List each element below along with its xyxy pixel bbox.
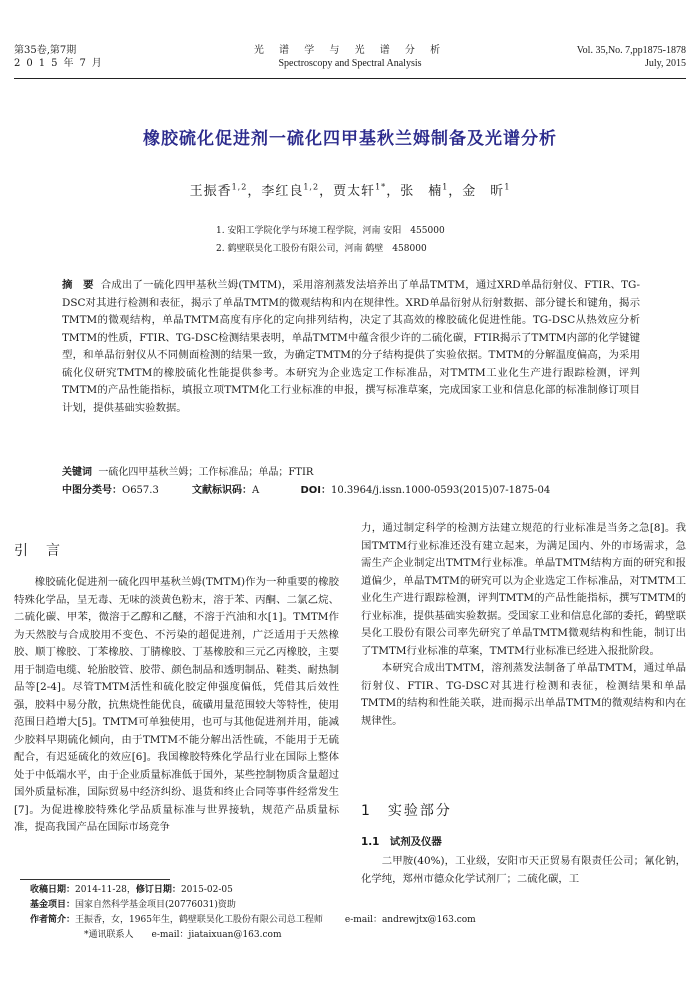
journal-volume-en <box>577 44 686 70</box>
fund-label: 基金项目： <box>30 900 76 910</box>
journal-name-en: Spectroscopy and Spectral Analysis <box>278 58 422 69</box>
intro-heading: 引 言 <box>14 543 62 559</box>
received-date: 2014-11-28， <box>75 885 136 895</box>
intro-paragraph-2: 本研究合成出TMTM，溶剂蒸发法制备了单晶TMTM，通过单晶衍射仪、FTIR、TG-DSC对其进行检测和表征，检测结果和单晶TMTM的结构和性能关联，进而揭示出单晶TMTM的微观结构和内在规律性。 <box>361 662 686 727</box>
doi-value: 10.3964/j.issn.1000-0593(2015)07-1875-04 <box>330 485 551 496</box>
keywords <box>62 464 640 481</box>
author-list: 王振香$^{1,2}$，李红良$^{1,2}$，贾太轩$^{1*}$，张 楠$^1$，金 昕$^1$ <box>189 182 511 199</box>
date-en: July, 2015 <box>644 58 686 69</box>
revised-date: 2015-02-05 <box>180 885 233 895</box>
keywords-label: 关键词 <box>62 467 92 478</box>
materials-paragraph: 二甲胺(40%)，工业级，安阳市天正贸易有限责任公司；氰化钠，化学纯，郑州市德众化学试剂厂；二硫化碳，工 <box>361 855 686 885</box>
bio-label: 作者简介： <box>30 915 76 925</box>
paper-title: 橡胶硫化促进剂一硫化四甲基秋兰姆制备及光谱分析 <box>143 129 557 149</box>
volume-issue-line: 第35卷,第7期 <box>14 45 77 56</box>
date-line: 2015年7月 <box>14 58 108 69</box>
footnote-rule <box>20 879 170 880</box>
journal-name-cn: 光 谱 学 与 光 谱 分 析 <box>253 45 447 56</box>
bio-text: 王振香，女，1965年生，鹤壁联昊化工股份有限公司总工程师 <box>75 915 323 925</box>
footnote-dates <box>30 883 670 898</box>
intro-column-right <box>361 520 686 730</box>
revised-label: 修订日期： <box>135 885 181 895</box>
bio-email: e-mail：andrewjtx@163.com <box>344 915 476 925</box>
abstract-text: 合成出了一硫化四甲基秋兰姆(TMTM)，采用溶剂蒸发法培养出了单晶TMTM，通过XRD单晶衍射仪、FTIR、TG-DSC对其进行检测和表征，揭示了单晶TMTM的微观结构和内在规律性。XRD单晶衍射从衍射数据、部分键长和键角，揭示TMTM的微观结构，单晶TMTM高度有序化的定向排列结构，决定了其高效的橡胶硫化促进性能。TG-DSC从热效应分析TMTM的性质，FTIR、TG-DSC检测结果表明，单晶TMTM中蕴含很少许的二硫化碳，FTIR揭示了TMTM内部的化学键键型，和单晶衍射仪从不同侧面检测的结果一致，为确定TMTM的分子结构提供了实验依据。TMTM的分解温度偏高，为采用硫化仪研究TMTM的橡胶硫化性能提供参考。本研究为企业选定工作标准品，对TMTM工业化生产进行跟踪检测，评判TMTM的产品性能指标，填报立项TMTM化工行业标准的申报，撰写标准草案，完成国家工业和信息化部的标准制修订项目计划，提供基础实验数据。 <box>62 279 641 414</box>
doc-code-label: 文献标识码： <box>192 485 253 496</box>
doc-code-value: A <box>252 485 260 496</box>
intro-paragraph-1: 橡胶硫化促进剂一硫化四甲基秋兰姆(TMTM)作为一种重要的橡胶特殊化学品，呈无毒、无味的淡黄色粉末，溶于苯、丙酮、二氯乙烷、二硫化碳、甲苯，微溶于乙醇和乙醚，不溶于汽油和水[1]。TMTM作为天然胶与合成胶用不变色、不污染的超促进剂，广泛适用于天然橡胶、顺丁橡胶、丁苯橡胶、丁腈橡胶、丁基橡胶和三元乙丙橡胶，主要用于制造电缆、轮胎胶管、胶带、颜色制品和透明制品、鞋类、耐热制品等[2-4]。尽管TMTM活性和硫化胶定伸强度偏低，凭借其后效性强，胶料中易分散，抗焦烧性能优良，硫磺用量范围较大等特性，使用范围日趋增大[5]。TMTM可单独使用，也可与其他促进剂并用，能减少胶料早期硫化倾向，由于TMTM不能分解出活性硫，不能用于无硫配合，有迟延硫化的效应[6]。我国橡胶特殊化学品行业在国际上整体处于中低端水平，由于企业质量标准低于国外，某些控制物质含量超过国外质量标准，国际贸易中经济纠纷、退货和终止合同等事件经常发生[7]。为促进橡胶特殊化学品质量标准与世界接轨，规范产品质量标准，提高我国产品在国际市场竞争 <box>14 576 339 833</box>
subsection-1-1-heading: 1.1 试剂及仪器 <box>361 836 442 848</box>
affiliation-1: 1. 安阳工学院化学与环境工程学院，河南 安阳 455000 <box>216 226 445 236</box>
affiliation-2: 2. 鹤壁联昊化工股份有限公司，河南 鹤壁 458000 <box>216 244 427 254</box>
keywords-text: 一硫化四甲基秋兰姆；工作标准品；单晶；FTIR <box>98 467 314 478</box>
intro-paragraph-1-continued: 力，通过制定科学的检测方法建立规范的行业标准是当务之急[8]。我国TMTM行业标准还没有建立起来，为满足国内、外的市场需求，急需生产企业制定出TMTM行业标准。单晶TMTM结构方面的研究和报道偏少，单晶TMTM的研究可以为企业选定工作标准品，对TMTM工业化生产进行跟踪检测，评判TMTM的产品性能指标，撰写TMTM的行业标准，提供基础实验数据。受国家工业和信息化部的委托，鹤壁联昊化工股份有限公司率先研究了单晶TMTM微观结构和性能，制订出了TMTM行业标准的草案，TMTM行业标准已经进入报批阶段。 <box>361 522 686 657</box>
abstract <box>62 277 640 417</box>
clc-value: O657.3 <box>122 485 159 496</box>
classification-line <box>62 482 640 499</box>
intro-column-left <box>14 574 339 837</box>
footnote-bio <box>30 913 670 928</box>
received-label: 收稿日期： <box>30 885 76 895</box>
volume-pages-en: Vol. 35,No. 7,pp1875-1878 <box>576 45 686 56</box>
doi-label: DOI： <box>300 485 331 496</box>
abstract-label: 摘 要 <box>62 279 94 291</box>
clc-label: 中图分类号： <box>62 485 122 496</box>
header-rule <box>14 78 686 79</box>
footnote-fund <box>30 898 670 913</box>
section-1-heading: 1 实验部分 <box>361 803 452 819</box>
fund-text: 国家自然科学基金项目(20776031)资助 <box>75 900 236 910</box>
footnote-corresponding: *通讯联系人 e-mail：jiataixuan@163.com <box>84 930 282 940</box>
